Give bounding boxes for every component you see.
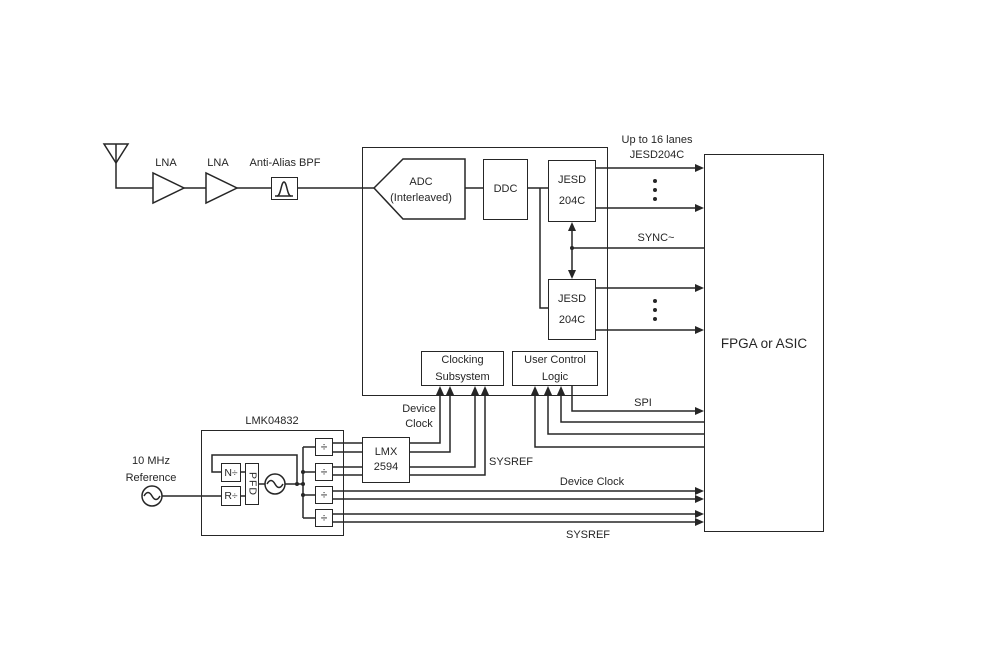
r-divider-block: R÷ xyxy=(221,486,241,506)
anti-alias-bpf-block xyxy=(271,177,298,200)
lna1-amplifier-icon xyxy=(153,173,184,203)
antenna-icon xyxy=(104,144,153,188)
output-divider-1: ÷ xyxy=(315,438,333,456)
pfd-block: PFD xyxy=(245,463,259,505)
lmk-title-label: LMK04832 xyxy=(245,415,299,427)
sysref-far-label: SYSREF xyxy=(565,529,611,541)
device-clock-near-label: Device Clock xyxy=(402,403,436,430)
bpf-label: Anti-Alias BPF xyxy=(249,157,321,169)
output-divider-2: ÷ xyxy=(315,463,333,481)
device-clock-far-label: Device Clock xyxy=(559,476,625,488)
user-control-logic-block: User Control Logic xyxy=(512,351,598,386)
ddc-block: DDC xyxy=(483,159,528,220)
n-divider-block: N÷ xyxy=(221,463,241,482)
wire-jesd-top-lanes xyxy=(596,164,704,212)
reference-label: 10 MHz Reference xyxy=(125,455,177,484)
sysref-near-label: SYSREF xyxy=(488,456,534,468)
jesd204c-bottom-block: JESD 204C xyxy=(548,279,596,340)
fpga-block: FPGA or ASIC xyxy=(704,154,824,532)
output-divider-3: ÷ xyxy=(315,486,333,504)
lna2-label: LNA xyxy=(207,157,229,169)
lmx2594-block: LMX 2594 xyxy=(362,437,410,483)
sync-label: SYNC~ xyxy=(637,232,675,244)
wire-jesd-bottom-lanes xyxy=(596,284,704,334)
lna1-label: LNA xyxy=(155,157,177,169)
wire-sysref-far xyxy=(333,510,704,526)
wire-device-clock-far xyxy=(333,487,704,503)
output-divider-4: ÷ xyxy=(315,509,333,527)
lanes-label: Up to 16 lanes JESD204C xyxy=(621,134,693,161)
lna2-amplifier-icon xyxy=(206,173,237,203)
clocking-subsystem-block: Clocking Subsystem xyxy=(421,351,504,386)
adc-label: ADC (Interleaved) xyxy=(390,176,452,204)
spi-label: SPI xyxy=(634,397,652,409)
jesd204c-top-block: JESD 204C xyxy=(548,160,596,222)
sine-wave-icon xyxy=(142,486,162,506)
